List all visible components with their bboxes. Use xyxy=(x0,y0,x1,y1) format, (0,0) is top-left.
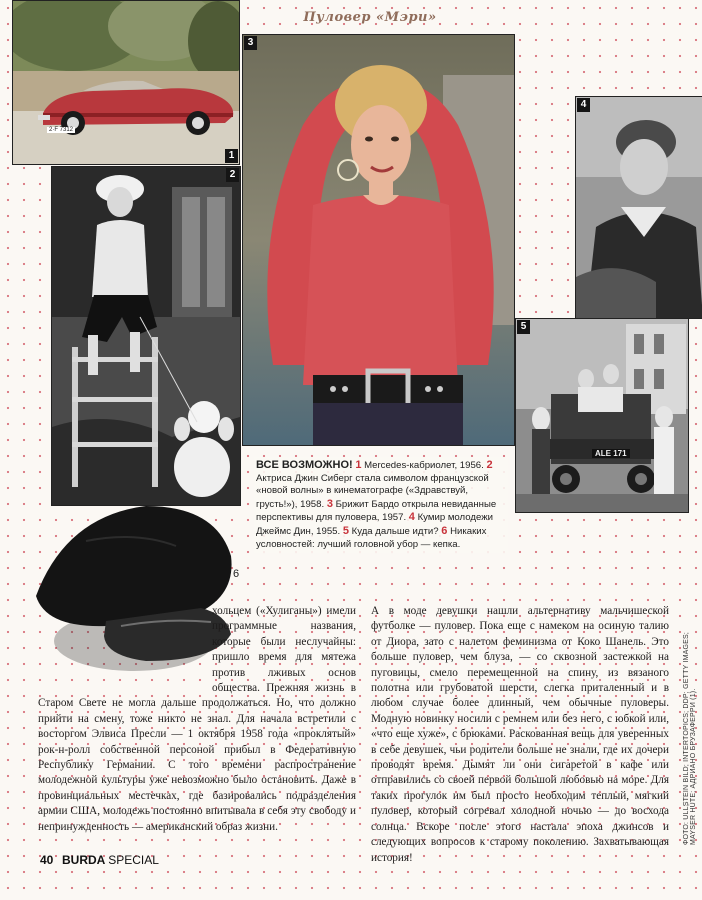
page-title: Пуловер «Мэри» xyxy=(303,10,437,25)
brand-suffix: SPECIAL xyxy=(108,853,159,867)
article-text: хольцем («Хулиганы») имели программные названия, которые были неслучайны: пришло время для мятежа против лживых основ общества. Прежняя жизнь в Старом Свете не могла дальше продолжаться. Но, что должно прийти на смену, тоже никто не знал. Для начала встретили с восторгом Элвиса Пресли — 1 октября 1958 года «проклятый» рок-н-ролл собственной персоной прибыл в Федеративную Республику Германии. С того времени распространение молодежной культуры уже невозможно было остановить. Даже в провинциальных местечках, где базировались подразделения армии США, молодежь постоянно впитывала в себя эту свободу и непринужденность — американский образ жизни. xyxy=(38,605,356,833)
caption-text: Mercedes-кабриолет, 1956. xyxy=(364,460,484,471)
caption-text: Куда дальше идти? xyxy=(351,525,439,537)
photo-number: 4 xyxy=(577,98,590,112)
photo-number: 5 xyxy=(517,320,530,334)
caption-number: 5 xyxy=(342,524,349,537)
photo-number: 3 xyxy=(244,36,257,50)
caption-number: 3 xyxy=(326,497,333,510)
caption-text: Брижит Бардо открыла невиданные перспективы для пуловера, 1957. xyxy=(256,498,497,524)
caption-number: 2 xyxy=(486,459,493,471)
caption-text: Кумир молодежи Джеймс Дин, 1955. xyxy=(256,512,493,537)
caption-text: Актриса Джин Сиберг стала символом французской «новой волны» в кинематографе («Здравствуй, грусть!»), 1958. xyxy=(256,472,489,510)
caption-number: 1 xyxy=(355,459,362,471)
james-dean-illustration xyxy=(576,97,702,318)
photo-caption xyxy=(254,457,508,553)
magazine-brand xyxy=(62,853,159,867)
photo-old-car-group xyxy=(515,318,689,513)
caption-text: Никаких условностей: лучший головной убор — кепка. xyxy=(256,525,487,550)
photo-brigitte-bardot xyxy=(242,34,515,446)
photo-number: 2 xyxy=(226,168,239,182)
photo-mercedes xyxy=(12,0,240,165)
jean-seberg-illustration xyxy=(52,167,240,505)
article-column-right xyxy=(371,604,669,866)
old-car-group-illustration xyxy=(516,319,688,512)
page-number: 40 xyxy=(40,853,54,867)
photo-credits: ФОТО: ULLSTEIN BILD; INTERTOPICS; DDP; GETTY IMAGES; MAYSER HÜTE; АДРИАНО БРУЗАФЕРРИ (1). xyxy=(683,631,697,845)
article-column-left xyxy=(38,604,356,835)
license-plate: 2·F 7312 xyxy=(49,127,74,133)
mercedes-illustration xyxy=(13,1,239,164)
text-wrap-spacer xyxy=(38,604,212,690)
brigitte-bardot-illustration xyxy=(243,35,514,445)
article-text: А в моде девушки нашли альтернативу мальчишеской футболке — пуловер. Пока еще с намеком на осиную талию от Диора, зато с налетом феминизма от Коко Шанель. Это больше пуловер, чем блуза, — со сквозной застежкой на пуговицы, смело перемещенной на спину, из вязаного полотна или грубоватой шерсти, слегка приталенный и в любом случае более длинный, чем обычные пуловеры. Модную новинку носили с ремнем или без него, с юбкой или, «что еще хуже», с брюками. Раскованная вещь для уверенных в себе девушек, чьи родители больше не знали, где их дочери проводят время. Дымят ли они сигаретой в кафе или отправились со своей первой большой любовью на море. Для таких прогулок им был просто необходим теплый, мягкий пуловер, который согревал холодной ночью — до восхода солнца. Вскоре после этого настала эпоха джинсов и следующих вопросов к старому поколению. Захватывающая история! xyxy=(371,605,669,864)
photo-james-dean xyxy=(575,96,702,319)
caption-number: 4 xyxy=(408,511,415,524)
caption-number: 6 xyxy=(441,524,448,537)
license-plate: ALE 171 xyxy=(592,449,630,458)
photo-number: 1 xyxy=(225,149,238,163)
caption-lead: ВСЕ ВОЗМОЖНО! xyxy=(256,459,353,471)
photo-number: 6 xyxy=(233,568,240,580)
photo-jean-seberg xyxy=(51,166,241,506)
brand-name: BURDA xyxy=(62,853,105,867)
